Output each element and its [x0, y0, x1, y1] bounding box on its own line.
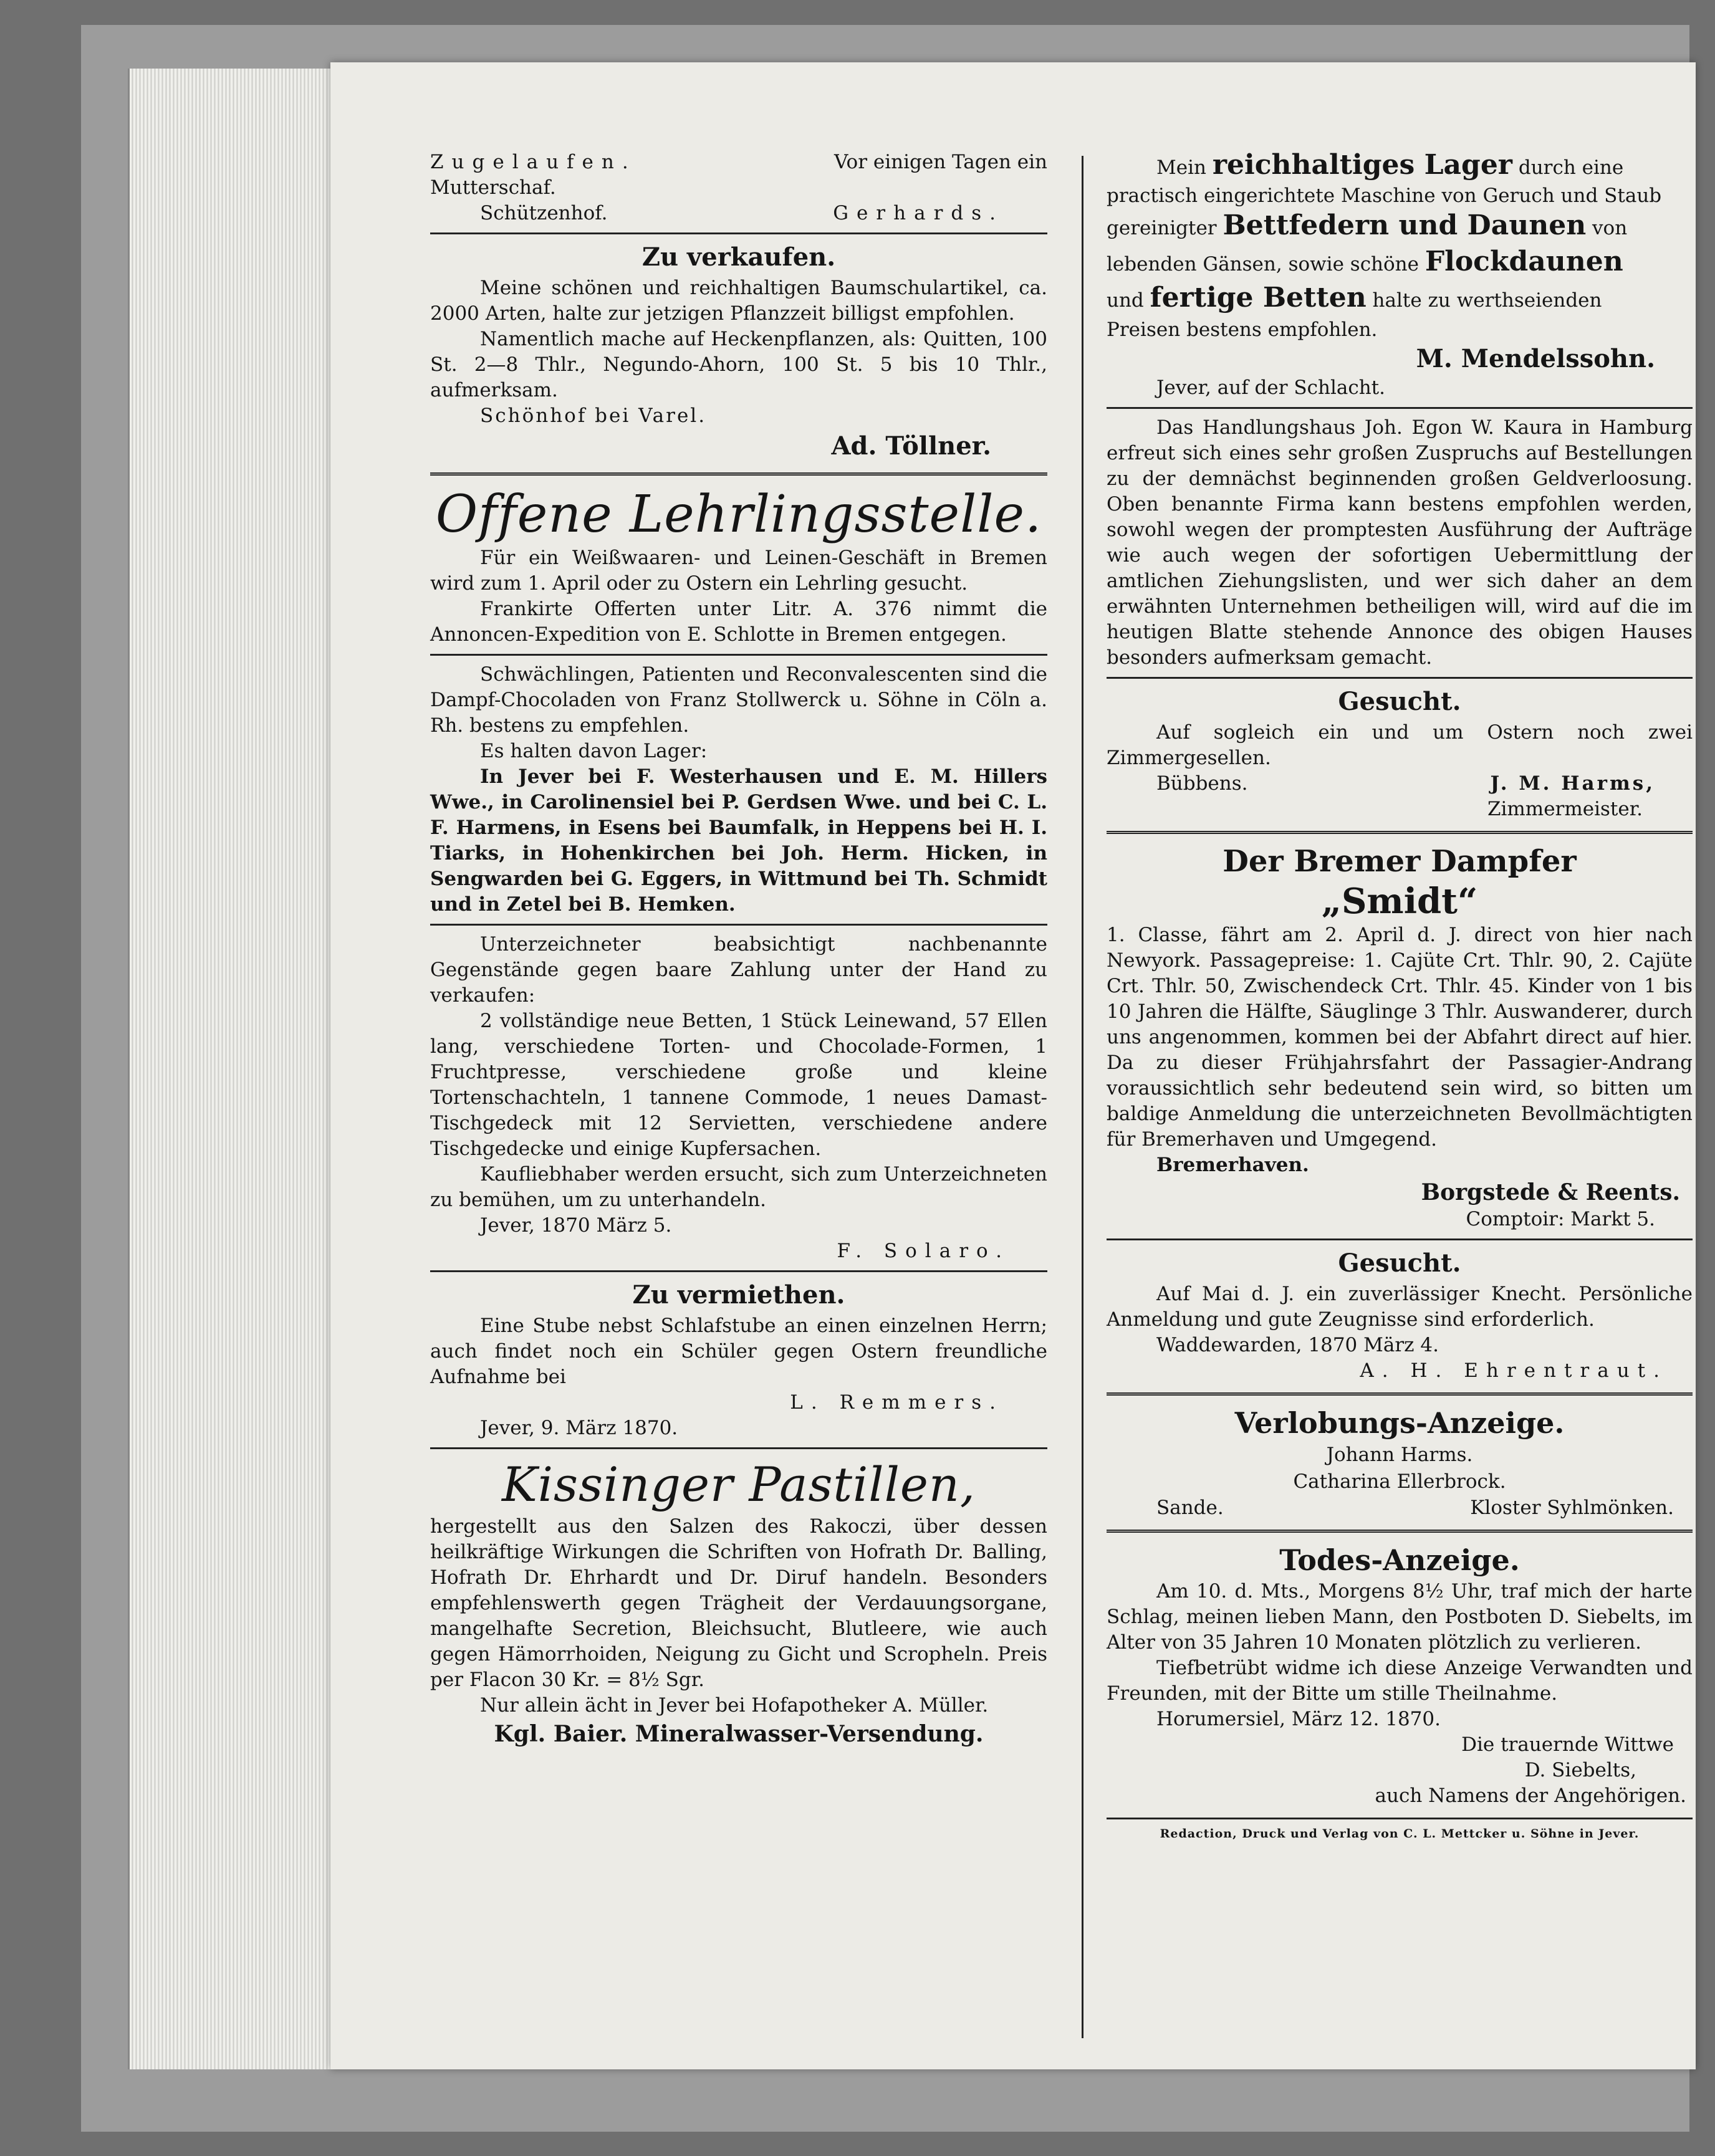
- ad-text: gereinigter: [1107, 217, 1217, 239]
- ad-text: Für ein Weißwaaren- und Leinen-Geschäft in Bremen wird zum 1. April oder zu Ostern ein Lehrling gesucht.: [430, 547, 1047, 595]
- ad-date: Waddewarden, 1870 März 4.: [1156, 1334, 1439, 1356]
- imprint: Redaction, Druck und Verlag von C. L. Mettcker u. Söhne in Jever.: [1160, 1827, 1640, 1841]
- ad-verlobung: [1107, 1404, 1693, 1521]
- ad-heading: Gesucht.: [1338, 1248, 1461, 1278]
- ad-place: Jever, auf der Schlacht.: [1156, 376, 1385, 399]
- ad-text: Eine Stube nebst Schlafstube an einen einzelnen Herrn; auch findet noch ein Schüler gegen Ostern freundliche Aufnahme bei: [430, 1315, 1047, 1388]
- ad-date: Jever, 9. März 1870.: [480, 1417, 678, 1439]
- ad-separator: [1107, 1818, 1693, 1819]
- ad-heading: Zu vermiethen.: [632, 1280, 845, 1310]
- ad-address: Comptoir: Markt 5.: [1466, 1208, 1655, 1230]
- ad-text: Frankirte Offerten unter Litr. A. 376 nimmt die Annoncen-Expedition von E. Schlotte in Bremen entgegen.: [430, 598, 1047, 646]
- ad-bremer-dampfer: [1107, 843, 1693, 1232]
- ad-todes-anzeige: [1107, 1541, 1693, 1809]
- ad-text: Preisen bestens empfohlen.: [1107, 319, 1378, 341]
- ad-signature: J. M. Harms,: [1490, 772, 1655, 795]
- ad-separator: [1107, 1530, 1693, 1533]
- ad-separator: [430, 654, 1047, 656]
- ad-text: 2 vollständige neue Betten, 1 Stück Leinewand, 57 Ellen lang, verschiedene Torten- und Chocolade-Formen, 1 Fruchtpresse, verschiedene große und kleine Tortenschachteln, 1 tannene Commode, 1 neues Damast-Tischgedeck mit 12 Servietten, verschiedene andere Tischgedecke und einige Kupfersachen.: [430, 1010, 1047, 1160]
- ad-text: lebenden Gänsen, sowie schöne: [1107, 253, 1419, 275]
- groom-name: Johann Harms.: [1326, 1444, 1473, 1466]
- page-stack-edges: [128, 69, 342, 2069]
- ad-lehrlingsstelle: [430, 484, 1047, 648]
- ad-text: hergestellt aus den Salzen des Rakoczi, über dessen heilkräftige Wirkungen die Schriften von Hofrath Dr. Balling, Hofrath Dr. Ehrhardt und Dr. Diruf handeln. Besonders empfehlenswerth gegen Trägheit der Verdauungsorgane, mangelhafte Secretion, Bleichsucht, Blutleere, wie auch gegen Hämorrhoiden, Neigung zu Gicht und Scropheln. Preis per Flacon 30 Kr. = 8½ Sgr.: [430, 1515, 1047, 1691]
- ad-heading: Todes-Anzeige.: [1279, 1543, 1520, 1577]
- ad-signature: Gerhards.: [833, 202, 1004, 224]
- ad-text: halte zu werthseienden: [1372, 289, 1602, 312]
- ad-text: und: [1107, 289, 1144, 312]
- right-column: [1107, 150, 1693, 1842]
- ad-heading: Der Bremer Dampfer: [1223, 844, 1577, 879]
- ad-separator: [1107, 407, 1693, 409]
- ad-separator: [430, 924, 1047, 926]
- ad-text: Auf Mai d. J. ein zuverlässiger Knecht. Persönliche Anmeldung und gute Zeugnisse sind erforderlich.: [1107, 1283, 1693, 1331]
- ad-kaura: [1107, 415, 1693, 671]
- ad-zu-vermiethen: [430, 1278, 1047, 1441]
- ad-text: Tiefbetrübt widme ich diese Anzeige Verwandten und Freunden, mit der Bitte um stille Theilnahme.: [1107, 1657, 1693, 1705]
- ad-text: Mein: [1156, 156, 1206, 179]
- ad-highlight: Flockdaunen: [1424, 246, 1623, 277]
- ad-place: Sande.: [1156, 1497, 1224, 1519]
- ad-signature: M. Mendelssohn.: [1416, 344, 1655, 373]
- ad-text: von: [1592, 217, 1628, 239]
- ad-signature: L. Remmers.: [790, 1391, 1004, 1414]
- ad-gesucht-knecht: [1107, 1247, 1693, 1384]
- ad-heading: Kissinger Pastillen,: [501, 1457, 976, 1512]
- ad-kissinger-pastillen: [430, 1455, 1047, 1750]
- ad-separator: [1107, 677, 1693, 679]
- ad-text: Am 10. d. Mts., Morgens 8½ Uhr, traf mich der harte Schlag, meinen lieben Mann, den Postboten D. Siebelts, im Alter von 35 Jahren 10 Monaten plötzlich zu verlieren.: [1107, 1580, 1693, 1654]
- ad-place: Bübbens.: [1156, 772, 1248, 795]
- ad-signature-line: auch Namens der Angehörigen.: [1375, 1785, 1686, 1807]
- ad-separator: [430, 1270, 1047, 1272]
- ad-heading: Gesucht.: [1338, 687, 1461, 716]
- ad-text: Nur allein ächt in Jever bei Hofapotheker A. Müller.: [480, 1694, 989, 1717]
- ad-text: Meine schönen und reichhaltigen Baumschulartikel, ca. 2000 Arten, halte zur jetzigen Pflanzzeit billigst empfohlen.: [430, 277, 1047, 325]
- ad-text: Namentlich mache auf Heckenpflanzen, als: Quitten, 100 St. 2—8 Thlr., Negundo-Ahorn, 100 St. 5 bis 10 Thlr., aufmerksam.: [430, 328, 1047, 401]
- ad-signature-title: Zimmermeister.: [1487, 798, 1643, 820]
- newspaper-page: [330, 62, 1696, 2069]
- ad-text: Es halten davon Lager:: [480, 740, 708, 762]
- ad-separator: [1107, 1392, 1693, 1396]
- ad-text: Unterzeichneter beabsichtigt nachbenannte Gegenstände gegen baare Zahlung unter der Hand zu verkaufen:: [430, 933, 1047, 1007]
- ad-text: Schwächlingen, Patienten und Reconvalescenten sind die Dampf-Chocoladen von Franz Stollwerck u. Söhne in Cöln a. Rh. bestens zu empfehlen.: [430, 663, 1047, 737]
- ad-signature: A. H. Ehrentraut.: [1360, 1359, 1668, 1382]
- ad-text: In Jever bei F. Westerhausen und E. M. Hillers Wwe., in Carolinensiel bei P. Gerdsen Wwe. und bei C. L. F. Harmens, in Esens bei Baumfalk, in Heppens bei H. I. Tiarks, in Hohenkirchen bei Joh. Herm. Hicken, in Sengwarden bei G. Eggers, in Wittmund bei Th. Schmidt und in Zetel bei B. Hemken.: [430, 765, 1047, 916]
- ad-lead-word: Zugelaufen.: [430, 151, 637, 173]
- ad-separator: [430, 232, 1047, 234]
- ad-highlight: Bettfedern und Daunen: [1223, 209, 1587, 241]
- ad-place: Schützenhof.: [480, 202, 608, 224]
- ad-signature: Kgl. Baier. Mineralwasser-Versendung.: [494, 1721, 984, 1747]
- ad-text: 1. Classe, fährt am 2. April d. J. direct von hier nach Newyork. Passagepreise: 1. Cajüte Crt. Thlr. 90, 2. Cajüte Crt. Thlr. 50, Zwischendeck Crt. Thlr. 45. Kinder von 1 bis 10 Jahren die Hälfte, Säuglinge 3 Thlr. Auswanderer, durch uns angenommen, kommen bei der Abfahrt direct auf hier. Da zu dieser Frühjahrsfahrt der Passagier-Andrang voraussichtlich sehr bedeutend sein wird, so bitten um baldige Anmeldung die unterzeichneten Bevollmächtigten für Bremerhaven und Umgegend.: [1107, 924, 1693, 1151]
- ad-heading: Offene Lehrlingsstelle.: [435, 485, 1042, 544]
- ad-place: Bremerhaven.: [1156, 1154, 1309, 1176]
- ad-verkauf-gegenstaende: [430, 932, 1047, 1264]
- ad-date: Horumersiel, März 12. 1870.: [1156, 1708, 1441, 1730]
- ad-separator: [430, 1447, 1047, 1449]
- ad-heading: Verlobungs-Anzeige.: [1234, 1406, 1565, 1440]
- ad-signature: D. Siebelts,: [1524, 1759, 1636, 1781]
- ad-separator: [430, 472, 1047, 476]
- ad-text: Vor einigen Tagen ein: [833, 151, 1047, 173]
- ad-date: Jever, 1870 März 5.: [480, 1214, 672, 1237]
- ad-signature: F. Solaro.: [837, 1240, 1010, 1262]
- ad-signature: Ad. Töllner.: [831, 431, 991, 461]
- ad-highlight: fertige Betten: [1150, 282, 1367, 314]
- ad-highlight: reichhaltiges Lager: [1212, 149, 1512, 181]
- ad-text: Kaufliebhaber werden ersucht, sich zum Unterzeichneten zu bemühen, um zu unterhandeln.: [430, 1163, 1047, 1211]
- bride-name: Catharina Ellerbrock.: [1293, 1470, 1506, 1493]
- ad-mendelssohn: [1107, 150, 1693, 401]
- ad-zu-verkaufen: [430, 241, 1047, 464]
- ad-signature: Borgstede & Reents.: [1421, 1179, 1680, 1205]
- ad-text: Das Handlungshaus Joh. Egon W. Kaura in Hamburg erfreut sich eines sehr großen Zuspruchs auf Bestellungen zu der demnächst beginnenden großen Geldverloosung. Oben benannte Firma kann bestens empfohlen werden, sowohl wegen der promptesten Ausführung der Aufträge wie auch wegen der sofortigen Uebermittlung der amtlichen Ziehungslisten, und wer sich daher an dem erwähnten Unternehmen betheiligen will, wird auf die im heutigen Blatte stehende Annonce des obigen Hauses besonders aufmerksam gemacht.: [1107, 416, 1693, 669]
- ad-place: Kloster Syhlmönken.: [1470, 1497, 1674, 1519]
- ad-separator: [1107, 831, 1693, 834]
- ad-separator: [1107, 1239, 1693, 1240]
- ad-chocolade: [430, 662, 1047, 917]
- ad-text: Auf sogleich ein und um Ostern noch zwei Zimmergesellen.: [1107, 721, 1693, 769]
- ad-heading: Zu verkaufen.: [641, 242, 836, 272]
- ship-name: „Smidt“: [1321, 881, 1478, 922]
- ad-zugelaufen: [430, 150, 1047, 226]
- ad-signature-line: Die trauernde Wittwe: [1461, 1733, 1674, 1756]
- column-divider: [1082, 156, 1083, 2038]
- ad-text: durch eine: [1518, 156, 1624, 179]
- ad-text: practisch eingerichtete Maschine von Geruch und Staub: [1107, 184, 1662, 207]
- left-column: [430, 150, 1047, 1750]
- ad-text: Mutterschaf.: [430, 176, 556, 199]
- ad-place: Schönhof bei Varel.: [480, 405, 707, 427]
- ad-gesucht-zimmergesellen: [1107, 685, 1693, 822]
